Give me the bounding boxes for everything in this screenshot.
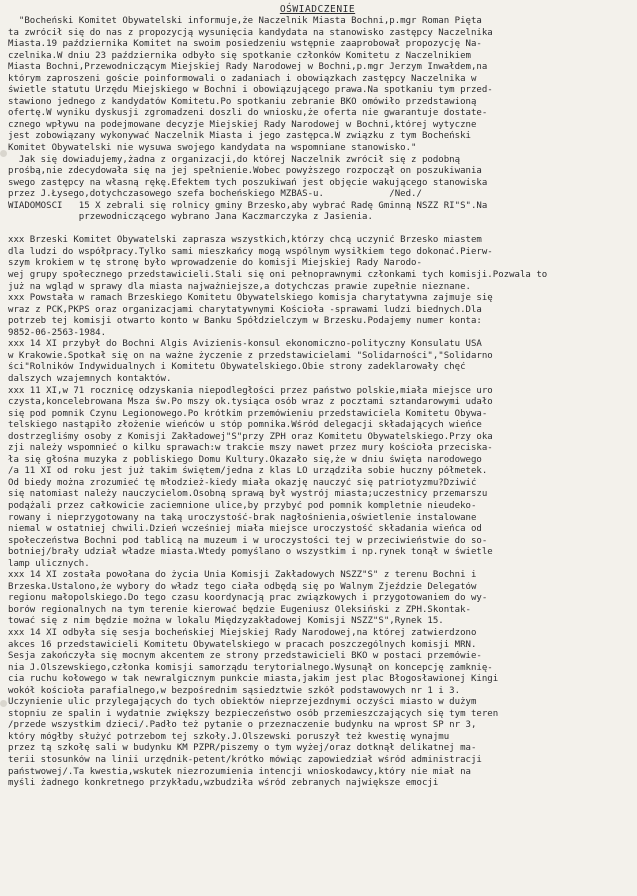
text-line: WIADOMOŚCI 15 X zebrali się rolnicy gminy Brzesko,aby wybrać Radę Gminną NSZZ RI"S".Na xyxy=(8,200,488,211)
text-line: Od biedy można zrozumieć tę młodzież-kiedy miała okazję nauczyć się patriotyzmu?Dziwić xyxy=(8,477,477,488)
text-line: regionu małopolskiego.Do tego czasu koordynacją prac związkowych i przygotowaniem do wy- xyxy=(8,593,488,604)
text-line: cia ruchu kołowego w tak newralgicznym punkcie miasta,jakim jest plac Błogosławionej Kingi xyxy=(8,674,499,685)
text-line: Uczynienie ulic przylegających do tych obiektów nieprzejezdnymi oczyści miasto w dużym xyxy=(8,697,477,708)
text-line: świetle statutu Urzędu Miejskiego w Bochni i obowiązującego prawa.Na spotkaniu tym przed- xyxy=(8,85,493,96)
text-line: Jak się dowiadujemy,żadna z organizacji,do której Naczelnik zwrócił się z podobną xyxy=(8,154,461,165)
text-line: który mógłby służyć potrzebom tej szkoły.J.Olszewski poruszył też kwestię wynajmu xyxy=(8,731,450,742)
text-line: podążali przez całkowicie zaciemnione ulice,by przybyć pod pomnik kompletnie nieudeko- xyxy=(8,500,477,511)
text-line: już na wgląd w sprawy dla miasta najważniejsze,a dotychczas prawie zupełnie nieznane. xyxy=(8,281,471,292)
text-line: xxx 14 XI przybył do Bochni Algis Avizienis-konsul ekonomiczno-polityczny Konsulatu USA xyxy=(8,339,482,350)
text-line xyxy=(8,224,627,236)
text-line: xxx 14 XI odbyła się sesja bocheńskiej Miejskiej Rady Narodowej,na której zatwierdzono xyxy=(8,627,477,638)
text-line: telskiego nastąpiło złożenie wieńców u stóp pomnika.Wśród delegacji składających wieńce xyxy=(8,420,482,431)
text-line: rowany i nieprzygotowany na taką uroczystość-brak nagłośnienia,oświetlenie instalowane xyxy=(8,512,477,523)
text-line: stawiono jednego z kandydatów Komitetu.Po spotkaniu zebranie BKO omówiło przedstawioną xyxy=(8,96,477,107)
text-line: Brzeska.Ustalono,że wybory do władz tego ciała odbędą się po Walnym Zjeździe Delegatów xyxy=(8,581,477,592)
text-line: wokół kościoła parafialnego,w bezpośrednim sąsiedztwie szkół podstawowych nr 1 i 3. xyxy=(8,685,461,696)
text-line: prośbą,nie zdecydowała się na jej spełnienie.Wobec powyższego rozpoczął on poszukiwania xyxy=(8,166,482,177)
text-line: czelnika.W dniu 23 października odbyło się spotkanie członków Komitetu z Naczelnikiem xyxy=(8,50,471,61)
text-line: xxx 14 XI została powołana do życia Unia Komisji Zakładowych NSZZ"S" z terenu Bochni i xyxy=(8,570,477,581)
text-line: dalszych wzajemnych kontaktów. xyxy=(8,373,172,384)
text-line: Miasta Bochni,Przewodniczącym Miejskiej Rady Narodowej w Bochni,p.mgr Jerzym Inwałdem,na xyxy=(8,62,488,73)
text-line: xxx Brzeski Komitet Obywatelski zaprasza wszystkich,którzy chcą uczynić Brzesko miastem xyxy=(8,235,482,246)
text-line: dla ludzi do współpracy.Tylko sami mieszkańcy mogą wspólnym wysiłkiem tego dokonać.Pierw- xyxy=(8,246,493,257)
text-line: akces 16 przedstawicieli Komitetu Obywatelskiego w pracach poszczególnych komisji MRN. xyxy=(8,639,477,650)
text-line: którym zaproszeni goście poinformowali o zadaniach i obowiązkach zastępcy Naczelnika w xyxy=(8,73,477,84)
text-line: /przede wszystkim dzieci/.Padło też pytanie o przeznaczenie budynku na wprost SP nr 3, xyxy=(8,720,477,731)
text-line: przewodniczącego wybrano Jana Kaczmarczyka z Jasienia. xyxy=(8,212,373,223)
text-line: 9852-06-2563-1984. xyxy=(8,327,107,338)
text-line: cznego wpływu na podejmowane decyzje Miejskiej Rady Narodowej w Bochni,której wytyczne xyxy=(8,119,477,130)
text-line: zji należy wspomnieć o kilku sprawach:w trakcie mszy nawet przez mury kościoła przeciska- xyxy=(8,443,493,454)
text-line: botniej/brały udział władze miasta.Wtedy pomyślano o wszystkim i np.rynek tonął w świetle xyxy=(8,547,493,558)
punch-hole-mark xyxy=(0,150,7,157)
text-line: szym krokiem w tę stronę było wprowadzenie do komisji Miejskiej Rady Narodo- xyxy=(8,258,422,269)
text-line: społeczeństwa Bochni pod tablicą na muzeum i w uroczystości tej w przeciwieństwie do so- xyxy=(8,535,488,546)
document-title: OŚWIADCZENIE xyxy=(279,4,356,15)
text-line: myśli żadnego konkretnego przykładu,wzbudziła wśród zebranych największe emocji xyxy=(8,778,439,789)
text-line: ofertę.W wyniku dyskusji zgromadzeni doszli do wniosku,że oferta nie gwarantuje dostate- xyxy=(8,108,488,119)
text-line: przez J.Łysego,dotychczasowego szefa bocheńskiego MZBAS-u. /Ned./ xyxy=(8,189,422,200)
text-line: Komitet Obywatelski nie wysuwa swojego kandydata na wspomniane stanowisko." xyxy=(8,143,417,154)
text-line: tować się z nim będzie można w lokalu Międzyzakładowej Komisji NSZZ"S",Rynek 15. xyxy=(8,616,444,627)
text-line: się pod pomnik Czynu Legionowego.Po krótkim przemówieniu przedstawiciela Komitetu Obywa- xyxy=(8,408,488,419)
text-line: niemal w ostatniej chwili.Dzień wcześniej miała miejsce uroczystość składania wieńca od xyxy=(8,524,482,535)
text-line: wej grupy społecznego przedstawicieli.Stali się oni pełnoprawnymi członkami tych komisji.Pozwala to xyxy=(8,270,548,281)
text-line: Miasta.19 października Komitet na swoim posiedzeniu wstępnie zaaprobował propozycję Na- xyxy=(8,39,482,50)
text-line: ła się głośna muzyka z pobliskiego Domu Kultury.Okazało się,że w dniu święta narodowego xyxy=(8,454,482,465)
text-line: ści"Rolników Indywidualnych i Komitetu Obywatelskiego.Obie strony zadeklarowały chęć xyxy=(8,362,466,373)
text-line: borów regionalnych na tym terenie kierować będzie Eugeniusz Oleksiński z ZPH.Skontak- xyxy=(8,604,471,615)
text-line: xxx 11 XI,w 71 rocznicę odzyskania niepodległości przez państwo polskie,miała miejsce uro xyxy=(8,385,493,396)
text-line: Sesja zakończyła się mocnym akcentem ze strony przedstawicieli BKO w postaci przemówie- xyxy=(8,651,482,662)
text-line: jest zobowiązany wykonywać Naczelnik Miasta i jego zastępca.W związku z tym Bocheński xyxy=(8,131,471,142)
text-line: przez tą szkołę sali w budynku KM PZPR/piszemy o tym wyżej/oraz dotknął delikatnej ma- xyxy=(8,743,477,754)
text-line: czysta,koncelebrowana Msza św.Po mszy ok.tysiąca osób wraz z pocztami sztandarowymi udało xyxy=(8,397,493,408)
text-line: "Bocheński Komitet Obywatelski informuje,że Naczelnik Miasta Bochni,p.mgr Roman Pięta xyxy=(8,16,482,26)
text-line: lamp ulicznych. xyxy=(8,558,90,569)
text-line: dostrzegliśmy osoby z Komisji Zakładowej"S"przy ZPH oraz Komitetu Obywatelskiego.Przy oka xyxy=(8,431,493,442)
text-line: potrzeb tej komisji otwarto konto w Banku Spółdzielczym w Brzesku.Podajemy numer konta: xyxy=(8,316,482,327)
text-line: xxx Powstała w ramach Brzeskiego Komitetu Obywatelskiego komisja charytatywna zajmuje się xyxy=(8,293,493,304)
text-line: nia J.Olszewskiego,członka komisji samorządu terytorialnego.Wysunął on koncepcję zamknię- xyxy=(8,662,493,673)
text-line: wraz z PCK,PKPS oraz organizacjami charytatywnymi Kościoła -sprawami ludzi biednych.Dla xyxy=(8,304,482,315)
text-line: państwowej/.Ta kwestia,wskutek niezrozumienia intencji wnioskodawcy,który nie miał na xyxy=(8,766,471,777)
text-line: w Krakowie.Spotkał się on na ważne życzenie z przedstawicielami "Solidarności","Solidarno xyxy=(8,350,493,361)
text-line: terii stosunków na linii urzędnik-petent/krótko mówiąc zapowiedział wśród administracji xyxy=(8,755,482,765)
punch-hole-mark xyxy=(0,700,7,707)
text-line: swego zastępcy na własną rękę.Efektem tych poszukiwań jest objęcie wakującego stanowiska xyxy=(8,177,488,188)
document-body xyxy=(8,16,627,790)
text-line: stopniu ze spalin i wydatnie zwiększy bezpieczeństwo osób przemieszczających się tym teren xyxy=(8,708,499,719)
text-line: się natomiast należy nauczycielom.Osobną sprawą był wystrój miasta;uczestnicy przemarszu xyxy=(8,489,488,500)
text-line: ta zwrócił się do nas z propozycją wysunięcia kandydata na stanowisko zastępcy Naczelnika xyxy=(8,27,493,38)
text-line: /a 11 XI od roku jest już takim świętem/jedna z klas LO urządziła sobie huczny półmetek. xyxy=(8,466,488,477)
